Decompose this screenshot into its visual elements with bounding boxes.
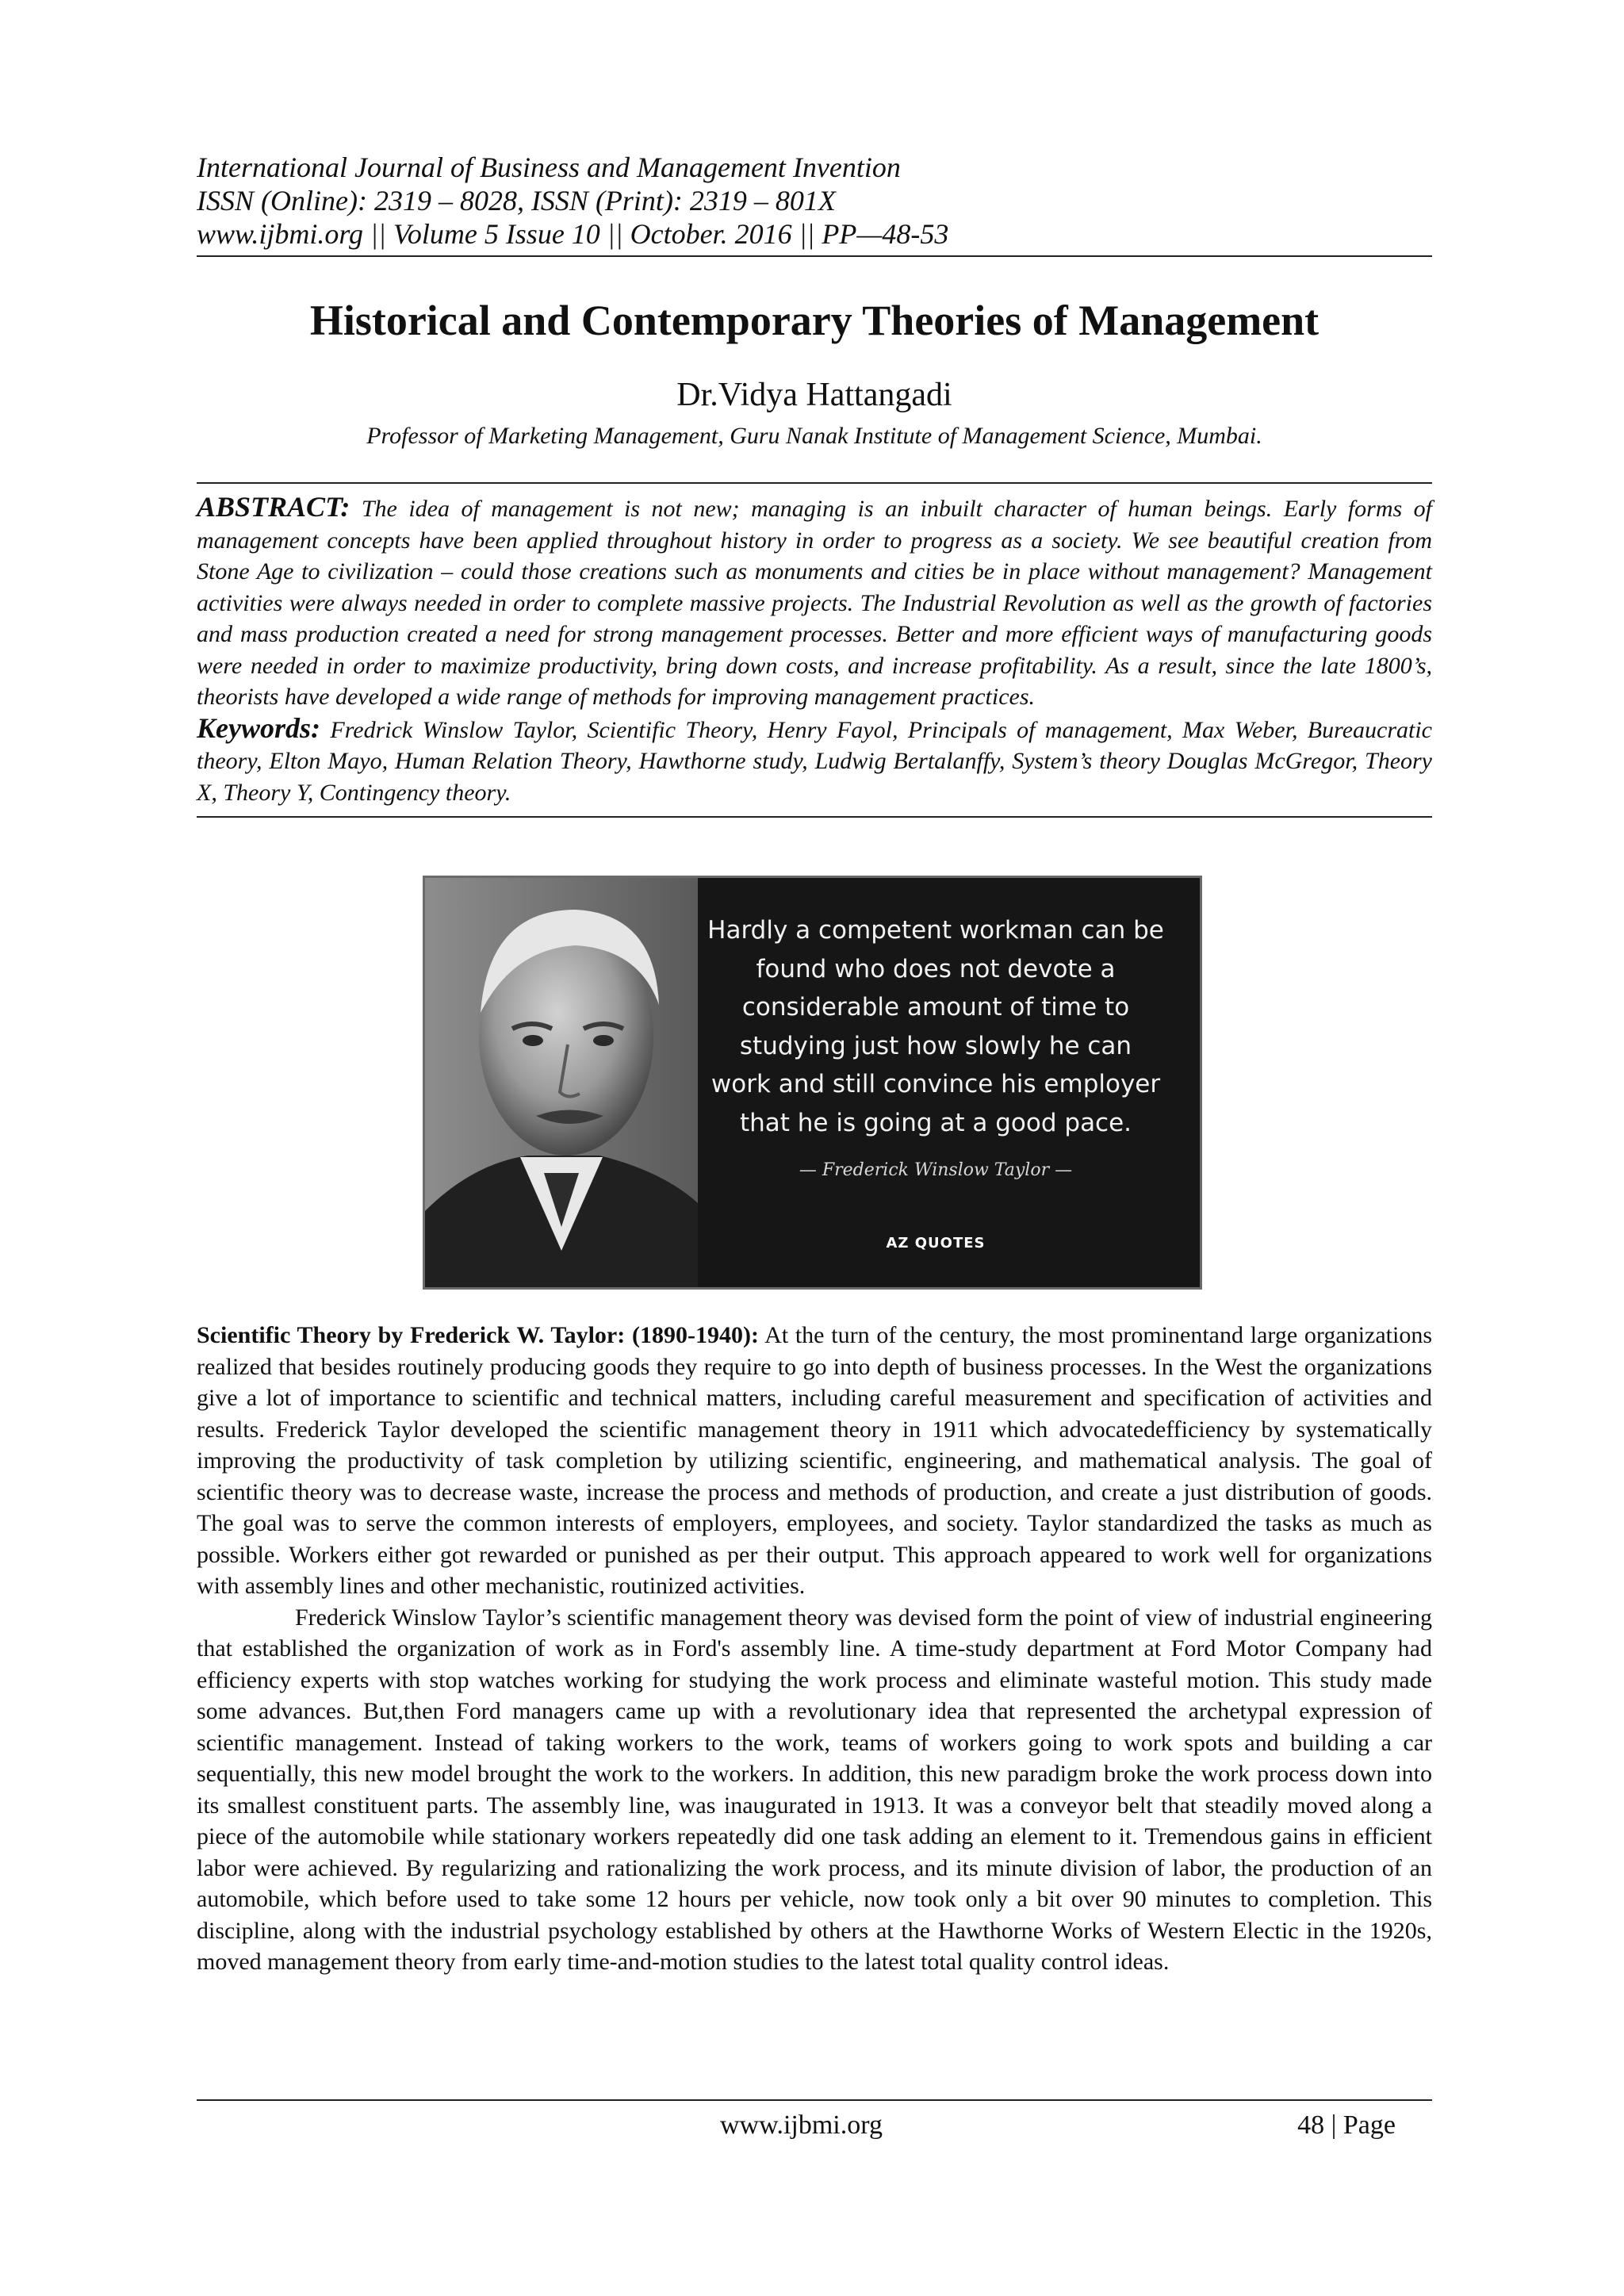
paragraph bbox=[197, 1320, 1432, 1602]
azquotes-logo: AZ QUOTES bbox=[886, 1235, 986, 1251]
abstract bbox=[197, 492, 1432, 713]
journal-volume: www.ijbmi.org || Volume 5 Issue 10 || October. 2016 || PP—48-53 bbox=[197, 218, 949, 250]
quote-author: — Frederick Winslow Taylor — bbox=[799, 1160, 1073, 1180]
quote-line: that he is going at a good pace. bbox=[739, 1108, 1132, 1137]
quote-line: Hardly a competent workman can be bbox=[707, 916, 1164, 945]
paper-author: Dr.Vidya Hattangadi bbox=[676, 377, 952, 413]
journal-name: International Journal of Business and Management Invention bbox=[197, 151, 901, 183]
quote-line: studying just how slowly he can bbox=[739, 1031, 1132, 1060]
quote-line: considerable amount of time to bbox=[741, 993, 1130, 1022]
keywords bbox=[197, 713, 1432, 809]
keywords-text: Fredrick Winslow Taylor, Scientific Theory, Henry Fayol, Principals of management, Max Weber, Bureaucratic theory, Elton Mayo, Human Relation Theory, Hawthorne study, Ludwig Bertalanffy, System’s theory Douglas McGregor, Theory X, Theory Y, Contingency theory. bbox=[197, 716, 1432, 806]
abstract-text: The idea of management is not new; managing is an inbuilt character of human beings. Early forms of management concepts have been applied throughout history in order to progress as a society. We see beautiful creation from Stone Age to civilization – could those creations such as monuments and cities be in place without management? Management activities were always needed in order to complete massive projects. The Industrial Revolution as well as the growth of factories and mass production created a need for strong management processes. Better and more efficient ways of manufacturing goods were needed in order to maximize productivity, bring down costs, and increase profitability. As a result, since the late 1800’s, theorists have developed a wide range of methods for improving management practices. bbox=[197, 496, 1432, 710]
abstract-label: ABSTRACT: bbox=[197, 491, 350, 523]
quote-line: found who does not devote a bbox=[756, 954, 1116, 983]
paragraph-text: At the turn of the century, the most prominentand large organizations realized that besides routinely producing goods they require to go into depth of business processes. In the West the organizations give a lot of importance to scientific and technical matters, including careful measurement and specification of activities and results. Frederick Taylor developed the scientific management theory in 1911 which advocatedefficiency by systematically improving the productivity of task completion by utilizing scientific, engineering, and mathematical analysis. The goal of scientific theory was to decrease waste, increase the process and methods of production, and create a just distribution of goods. The goal was to serve the common interests of employers, employees, and society. Taylor standardized the tasks as much as possible. Workers either got rewarded or punished as per their output. This approach appeared to work well for organizations with assembly lines and other mechanistic, routinized activities. bbox=[197, 1322, 1432, 1599]
paper-title: Historical and Contemporary Theories of Management bbox=[309, 297, 1320, 344]
quote-figure bbox=[423, 876, 1202, 1290]
page-footer bbox=[197, 2099, 1432, 2140]
paragraph: Frederick Winslow Taylor’s scientific management theory was devised form the point of view of industrial engineering that established the organization of work as in Ford's assembly line. A time-study department at Ford Motor Company had efficiency experts with stop watches working for studying the work process and eliminate wasteful motion. This study made some advances. But,then Ford managers came up with a revolutionary idea that represented the archetypal expression of scientific management. Instead of taking workers to the work, teams of workers going to work spots and building a car sequentially, this new model brought the work to the workers. In addition, this new paradigm broke the work process down into its smallest constituent parts. The assembly line, was inaugurated in 1913. It was a conveyor belt that steadily moved along a piece of the automobile while stationary workers repeatedly did one task adding an element to it. Tremendous gains in efficient labor were achieved. By regularizing and rationalizing the work process, and its minute division of labor, the production of an automobile, which before used to take some 12 hours per vehicle, now took only a bit over 90 minutes to completion. This discipline, along with the industrial psychology established by others at the Hawthorne Works of Western Electic in the 1920s, moved management theory from early time-and-motion studies to the latest total quality control ideas. bbox=[197, 1604, 1432, 1975]
journal-header bbox=[197, 151, 1432, 257]
footer-website: www.ijbmi.org bbox=[720, 2110, 883, 2140]
journal-issn: ISSN (Online): 2319 – 8028, ISSN (Print): 2319 – 801X bbox=[197, 185, 836, 217]
author-affiliation: Professor of Marketing Management, Guru Nanak Institute of Management Science, Mumbai. bbox=[366, 423, 1262, 449]
quote-text bbox=[698, 911, 1174, 1142]
keywords-label: Keywords: bbox=[197, 711, 320, 744]
abstract-section bbox=[197, 482, 1432, 818]
page-number: 48 | Page bbox=[1297, 2110, 1396, 2140]
quote-line: work and still convince his employer bbox=[710, 1070, 1161, 1098]
body-text bbox=[197, 1320, 1432, 1978]
section-heading: Scientific Theory by Frederick W. Taylor: (1890-1940): bbox=[197, 1322, 759, 1348]
